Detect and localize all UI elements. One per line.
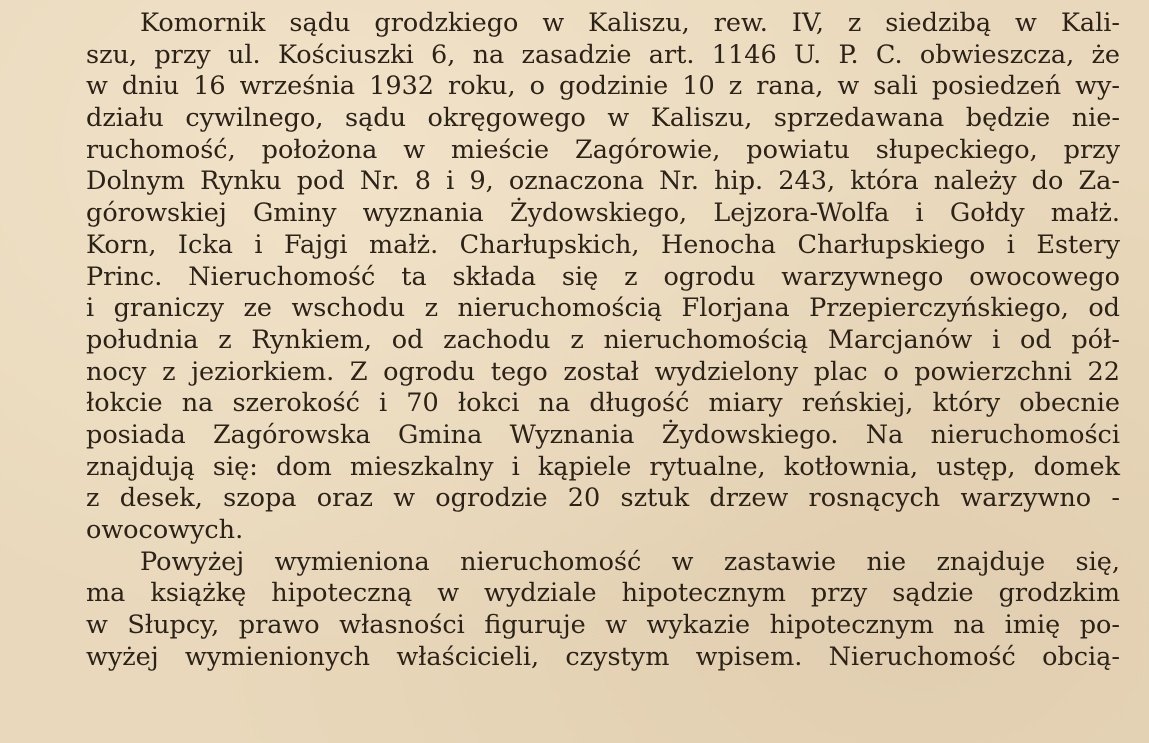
text-line: szu, przy ul. Kościuszki 6, na zasadzie art. 1146 U. P. C. obwieszcza, że <box>86 39 1120 70</box>
text-line: owocowych. <box>86 515 244 545</box>
text-line: posiada Zagórowska Gmina Wyznania Żydowskiego. Na nieruchomości <box>86 419 1120 450</box>
text-line: łokcie na szerokość i 70 łokci na długość miary reńskiej, który obecnie <box>86 388 1120 419</box>
text-line: ruchomość, położona w mieście Zagórowie, powiatu słupeckiego, przy <box>86 134 1120 165</box>
text-line: górowskiej Gminy wyznania Żydowskiego, Lejzora-Wolfa i Gołdy małż. <box>86 198 1120 229</box>
paragraph-2 <box>86 547 1120 674</box>
text-line: Powyżej wymieniona nieruchomość w zastawie nie znajduje się, <box>140 546 1120 577</box>
text-line: ma książkę hipoteczną w wydziale hipotecznym przy sądzie grodzkim <box>86 578 1120 609</box>
text-line: Korn, Icka i Fajgi małż. Charłupskich, Henocha Charłupskiego i Estery <box>86 229 1120 260</box>
text-line: i graniczy ze wschodu z nieruchomością Florjana Przepierczyńskiego, od <box>86 293 1120 324</box>
text-line: nocy z jeziorkiem. Z ogrodu tego został wydzielony plac o powierzchni 22 <box>86 356 1120 387</box>
text-line: w dniu 16 września 1932 roku, o godzinie 10 z rana, w sali posiedzeń wy- <box>86 71 1120 102</box>
text-line: znajdują się: dom mieszkalny i kąpiele rytualne, kotłownia, ustęp, domek <box>86 451 1120 482</box>
text-line: wyżej wymienionych właścicieli, czystym wpisem. Nieruchomość obcią- <box>86 641 1120 672</box>
text-line: Dolnym Rynku pod Nr. 8 i 9, oznaczona Nr. hip. 243, która należy do Za- <box>86 166 1120 197</box>
document-text <box>86 8 1120 673</box>
text-line: Princ. Nieruchomość ta składa się z ogrodu warzywnego owocowego <box>86 261 1120 292</box>
text-line: południa z Rynkiem, od zachodu z nieruchomością Marcjanów i od pół- <box>86 324 1120 355</box>
text-line: z desek, szopa oraz w ogrodzie 20 sztuk drzew rosnących warzywno - <box>86 483 1120 514</box>
text-line: działu cywilnego, sądu okręgowego w Kaliszu, sprzedawana będzie nie- <box>86 103 1120 134</box>
text-line: w Słupcy, prawo własności figuruje w wykazie hipotecznym na imię po- <box>86 610 1120 641</box>
paragraph-1 <box>86 8 1120 547</box>
text-line: Komornik sądu grodzkiego w Kaliszu, rew. IV, z siedzibą w Kali- <box>140 8 1120 38</box>
